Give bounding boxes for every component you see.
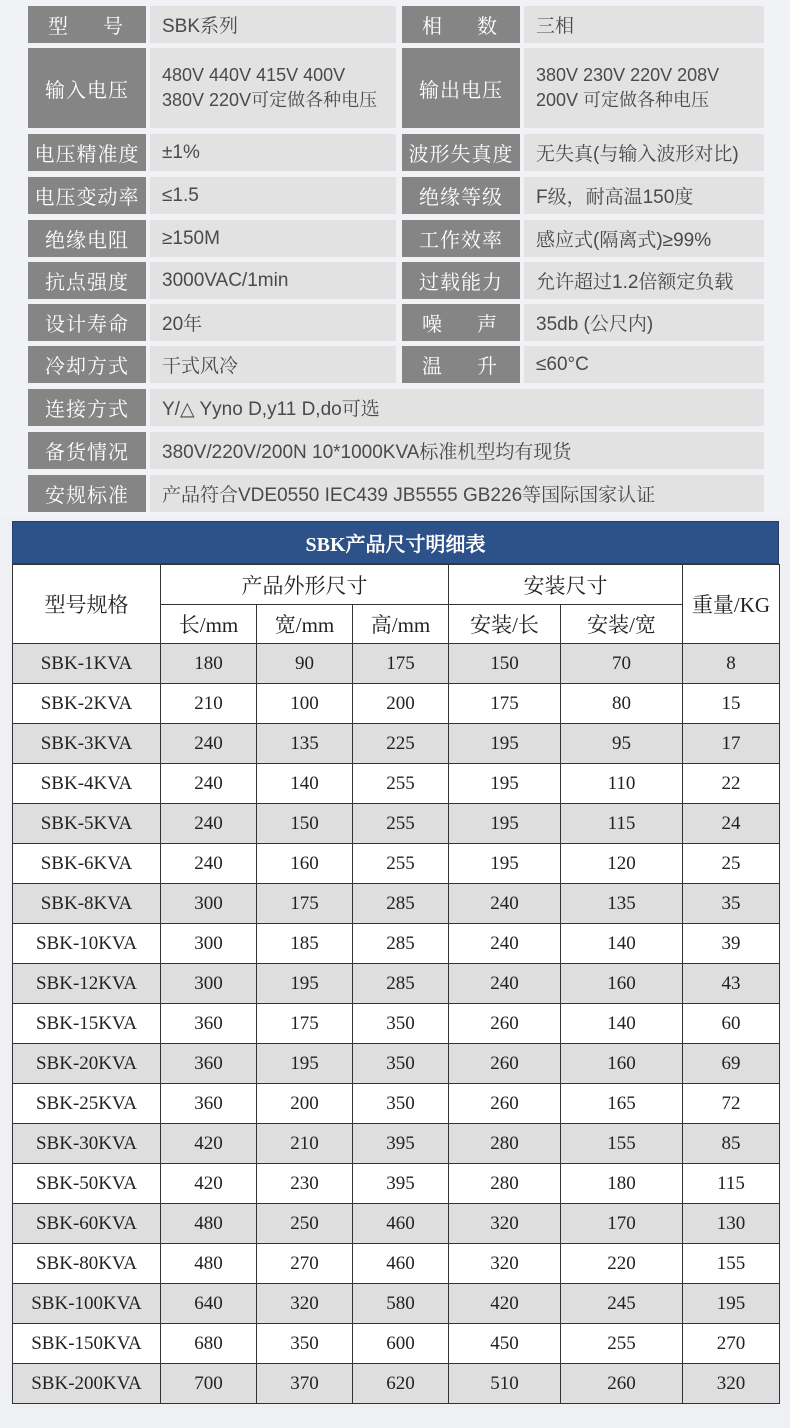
cell-width: 160 — [257, 844, 353, 884]
table-row — [13, 724, 780, 764]
cell-height: 580 — [353, 1284, 449, 1324]
cell-model: SBK-100KVA — [13, 1284, 161, 1324]
table-title: SBK产品尺寸明细表 — [12, 521, 779, 564]
cell-width: 250 — [257, 1204, 353, 1244]
cell-weight: 39 — [683, 924, 780, 964]
cell-width: 195 — [257, 964, 353, 1004]
cell-install-width: 220 — [561, 1244, 683, 1284]
cell-weight: 15 — [683, 684, 780, 724]
cell-width: 90 — [257, 644, 353, 684]
cell-length: 420 — [161, 1164, 257, 1204]
cell-install-width: 135 — [561, 884, 683, 924]
spec-value: ≤60°C — [524, 346, 764, 383]
spec-value: 20年 — [150, 304, 396, 341]
cell-install-length: 240 — [449, 884, 561, 924]
table-row — [13, 1284, 780, 1324]
column-header-length: 长/mm — [161, 605, 257, 644]
spec-value: ≥150M — [150, 220, 396, 257]
cell-length: 680 — [161, 1324, 257, 1364]
cell-weight: 22 — [683, 764, 780, 804]
cell-height: 350 — [353, 1044, 449, 1084]
spec-label: 相 数 — [402, 6, 520, 43]
cell-width: 150 — [257, 804, 353, 844]
cell-model: SBK-8KVA — [13, 884, 161, 924]
table-row — [13, 1124, 780, 1164]
cell-install-length: 280 — [449, 1124, 561, 1164]
spec-label: 波形失真度 — [402, 134, 520, 171]
cell-height: 200 — [353, 684, 449, 724]
cell-install-width: 260 — [561, 1364, 683, 1404]
cell-install-length: 320 — [449, 1244, 561, 1284]
spec-label: 连接方式 — [28, 389, 146, 426]
cell-width: 175 — [257, 1004, 353, 1044]
spec-label: 抗点强度 — [28, 262, 146, 299]
cell-install-width: 110 — [561, 764, 683, 804]
spec-row — [28, 346, 764, 383]
cell-width: 185 — [257, 924, 353, 964]
cell-install-length: 195 — [449, 804, 561, 844]
cell-install-width: 70 — [561, 644, 683, 684]
cell-install-length: 260 — [449, 1044, 561, 1084]
spec-value: 480V 440V 415V 400V 380V 220V可定做各种电压 — [150, 48, 396, 128]
cell-width: 210 — [257, 1124, 353, 1164]
cell-height: 460 — [353, 1244, 449, 1284]
spec-value: 产品符合VDE0550 IEC439 JB5555 GB226等国际国家认证 — [150, 475, 764, 512]
cell-weight: 270 — [683, 1324, 780, 1364]
spec-value: ≤1.5 — [150, 177, 396, 214]
cell-model: SBK-2KVA — [13, 684, 161, 724]
cell-install-length: 195 — [449, 724, 561, 764]
cell-length: 240 — [161, 804, 257, 844]
cell-install-width: 160 — [561, 964, 683, 1004]
cell-install-length: 195 — [449, 764, 561, 804]
cell-model: SBK-200KVA — [13, 1364, 161, 1404]
spec-label: 型 号 — [28, 6, 146, 43]
cell-length: 480 — [161, 1204, 257, 1244]
table-row — [13, 1204, 780, 1244]
cell-model: SBK-15KVA — [13, 1004, 161, 1044]
cell-install-length: 240 — [449, 924, 561, 964]
cell-install-width: 140 — [561, 1004, 683, 1044]
spec-label: 噪 声 — [402, 304, 520, 341]
cell-install-width: 120 — [561, 844, 683, 884]
spec-label: 绝缘等级 — [402, 177, 520, 214]
cell-length: 360 — [161, 1044, 257, 1084]
cell-height: 460 — [353, 1204, 449, 1244]
cell-height: 350 — [353, 1084, 449, 1124]
cell-height: 395 — [353, 1124, 449, 1164]
cell-weight: 25 — [683, 844, 780, 884]
cell-width: 370 — [257, 1364, 353, 1404]
cell-install-width: 95 — [561, 724, 683, 764]
cell-length: 360 — [161, 1084, 257, 1124]
cell-length: 240 — [161, 724, 257, 764]
cell-length: 360 — [161, 1004, 257, 1044]
spec-label: 备货情况 — [28, 432, 146, 469]
table-header-row — [13, 565, 780, 605]
cell-weight: 35 — [683, 884, 780, 924]
table-row — [13, 644, 780, 684]
table-row — [13, 1324, 780, 1364]
table-body — [13, 644, 780, 1404]
cell-install-width: 255 — [561, 1324, 683, 1364]
cell-width: 200 — [257, 1084, 353, 1124]
cell-height: 255 — [353, 804, 449, 844]
column-group-outer-size: 产品外形尺寸 — [161, 565, 449, 605]
cell-model: SBK-80KVA — [13, 1244, 161, 1284]
cell-install-width: 245 — [561, 1284, 683, 1324]
spec-label: 过载能力 — [402, 262, 520, 299]
cell-model: SBK-5KVA — [13, 804, 161, 844]
spec-row-voltage — [28, 48, 764, 128]
cell-height: 350 — [353, 1004, 449, 1044]
cell-model: SBK-20KVA — [13, 1044, 161, 1084]
cell-install-width: 115 — [561, 804, 683, 844]
cell-install-length: 260 — [449, 1004, 561, 1044]
table-row — [13, 884, 780, 924]
spec-label: 设计寿命 — [28, 304, 146, 341]
cell-weight: 24 — [683, 804, 780, 844]
spec-value: Y/△ Yyno D,y11 D,do可选 — [150, 389, 764, 426]
spec-value: 3000VAC/1min — [150, 262, 396, 299]
spec-row-connection — [28, 389, 764, 426]
cell-install-length: 260 — [449, 1084, 561, 1124]
cell-weight: 60 — [683, 1004, 780, 1044]
cell-model: SBK-50KVA — [13, 1164, 161, 1204]
cell-length: 240 — [161, 764, 257, 804]
column-header-install-width: 安装/宽 — [561, 605, 683, 644]
table-row — [13, 804, 780, 844]
cell-height: 285 — [353, 964, 449, 1004]
spec-label: 绝缘电阻 — [28, 220, 146, 257]
cell-install-width: 155 — [561, 1124, 683, 1164]
cell-install-length: 450 — [449, 1324, 561, 1364]
table-row — [13, 964, 780, 1004]
dimension-table — [12, 564, 780, 1404]
cell-height: 255 — [353, 844, 449, 884]
cell-install-width: 170 — [561, 1204, 683, 1244]
cell-weight: 155 — [683, 1244, 780, 1284]
spec-label: 电压变动率 — [28, 177, 146, 214]
table-row — [13, 924, 780, 964]
spec-row — [28, 304, 764, 341]
cell-weight: 85 — [683, 1124, 780, 1164]
cell-weight: 17 — [683, 724, 780, 764]
cell-length: 240 — [161, 844, 257, 884]
spec-row-stock — [28, 432, 764, 469]
cell-model: SBK-10KVA — [13, 924, 161, 964]
cell-length: 640 — [161, 1284, 257, 1324]
spec-label: 电压精准度 — [28, 134, 146, 171]
spec-value: F级，耐高温150度 — [524, 177, 764, 214]
spec-value: SBK系列 — [150, 6, 396, 43]
cell-install-width: 80 — [561, 684, 683, 724]
cell-model: SBK-12KVA — [13, 964, 161, 1004]
cell-model: SBK-1KVA — [13, 644, 161, 684]
cell-model: SBK-30KVA — [13, 1124, 161, 1164]
spec-panel — [0, 0, 790, 518]
cell-weight: 195 — [683, 1284, 780, 1324]
table-row — [13, 764, 780, 804]
dimension-table-panel — [12, 521, 779, 1404]
spec-value: 三相 — [524, 6, 764, 43]
table-row — [13, 1364, 780, 1404]
cell-width: 195 — [257, 1044, 353, 1084]
spec-label: 输出电压 — [402, 48, 520, 128]
spec-row — [28, 262, 764, 299]
cell-width: 135 — [257, 724, 353, 764]
table-row — [13, 1164, 780, 1204]
cell-install-width: 165 — [561, 1084, 683, 1124]
cell-height: 255 — [353, 764, 449, 804]
table-row — [13, 844, 780, 884]
table-row — [13, 1084, 780, 1124]
spec-value: 35db (公尺内) — [524, 304, 764, 341]
cell-model: SBK-4KVA — [13, 764, 161, 804]
cell-height: 285 — [353, 924, 449, 964]
table-row — [13, 1004, 780, 1044]
cell-width: 100 — [257, 684, 353, 724]
cell-width: 230 — [257, 1164, 353, 1204]
cell-height: 600 — [353, 1324, 449, 1364]
cell-height: 285 — [353, 884, 449, 924]
cell-length: 700 — [161, 1364, 257, 1404]
cell-weight: 115 — [683, 1164, 780, 1204]
cell-width: 320 — [257, 1284, 353, 1324]
cell-width: 175 — [257, 884, 353, 924]
spec-value: 感应式(隔离式)≥99% — [524, 220, 764, 257]
cell-length: 210 — [161, 684, 257, 724]
spec-value: 无失真(与输入波形对比) — [524, 134, 764, 171]
cell-model: SBK-60KVA — [13, 1204, 161, 1244]
cell-length: 300 — [161, 924, 257, 964]
cell-width: 140 — [257, 764, 353, 804]
cell-length: 480 — [161, 1244, 257, 1284]
cell-install-length: 195 — [449, 844, 561, 884]
cell-model: SBK-3KVA — [13, 724, 161, 764]
column-header-model: 型号规格 — [13, 565, 161, 644]
cell-install-length: 320 — [449, 1204, 561, 1244]
spec-label: 冷却方式 — [28, 346, 146, 383]
spec-value: ±1% — [150, 134, 396, 171]
table-row — [13, 1244, 780, 1284]
cell-install-width: 140 — [561, 924, 683, 964]
spec-value: 允许超过1.2倍额定负载 — [524, 262, 764, 299]
spec-row — [28, 177, 764, 214]
column-header-install-length: 安装/长 — [449, 605, 561, 644]
spec-label: 输入电压 — [28, 48, 146, 128]
cell-length: 420 — [161, 1124, 257, 1164]
table-row — [13, 1044, 780, 1084]
cell-length: 300 — [161, 964, 257, 1004]
cell-width: 270 — [257, 1244, 353, 1284]
spec-row-standard — [28, 475, 764, 512]
cell-weight: 69 — [683, 1044, 780, 1084]
cell-install-length: 240 — [449, 964, 561, 1004]
spec-value: 380V 230V 220V 208V 200V 可定做各种电压 — [524, 48, 764, 128]
cell-weight: 8 — [683, 644, 780, 684]
column-header-width: 宽/mm — [257, 605, 353, 644]
cell-install-length: 175 — [449, 684, 561, 724]
cell-model: SBK-25KVA — [13, 1084, 161, 1124]
cell-height: 395 — [353, 1164, 449, 1204]
spec-label: 温 升 — [402, 346, 520, 383]
cell-install-length: 420 — [449, 1284, 561, 1324]
cell-model: SBK-150KVA — [13, 1324, 161, 1364]
spec-value: 380V/220V/200N 10*1000KVA标准机型均有现货 — [150, 432, 764, 469]
cell-model: SBK-6KVA — [13, 844, 161, 884]
spec-value: 干式风冷 — [150, 346, 396, 383]
cell-weight: 320 — [683, 1364, 780, 1404]
spec-row-model — [28, 6, 764, 43]
cell-install-length: 280 — [449, 1164, 561, 1204]
column-header-weight: 重量/KG — [683, 565, 780, 644]
cell-length: 180 — [161, 644, 257, 684]
cell-weight: 43 — [683, 964, 780, 1004]
cell-install-width: 180 — [561, 1164, 683, 1204]
table-row — [13, 684, 780, 724]
cell-weight: 72 — [683, 1084, 780, 1124]
spec-row — [28, 220, 764, 257]
cell-height: 225 — [353, 724, 449, 764]
cell-install-length: 510 — [449, 1364, 561, 1404]
cell-length: 300 — [161, 884, 257, 924]
cell-height: 175 — [353, 644, 449, 684]
cell-install-width: 160 — [561, 1044, 683, 1084]
cell-install-length: 150 — [449, 644, 561, 684]
column-group-install-size: 安装尺寸 — [449, 565, 683, 605]
cell-width: 350 — [257, 1324, 353, 1364]
spec-row — [28, 134, 764, 171]
spec-label: 安规标准 — [28, 475, 146, 512]
cell-weight: 130 — [683, 1204, 780, 1244]
column-header-height: 高/mm — [353, 605, 449, 644]
cell-height: 620 — [353, 1364, 449, 1404]
spec-label: 工作效率 — [402, 220, 520, 257]
